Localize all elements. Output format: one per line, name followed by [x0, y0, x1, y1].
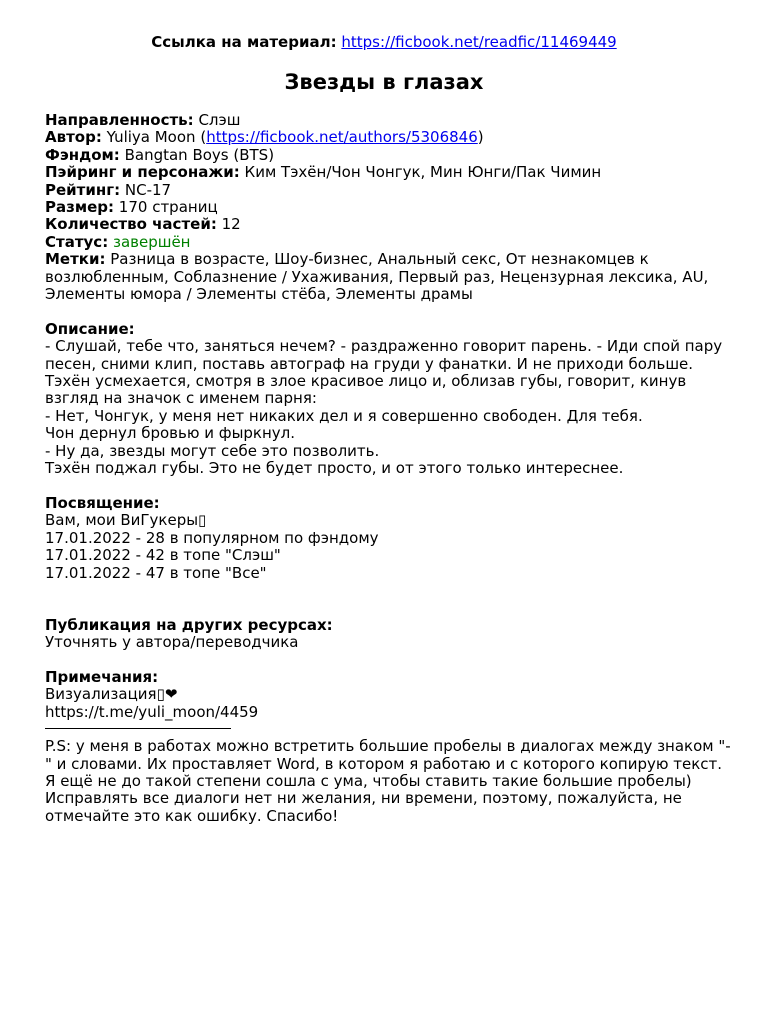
notes-ps: P.S: у меня в работах можно встретить большие пробелы в диалогах между знаком "-" и словами. Их проставляет Word, в котором я работаю и с которого копирую текст. Я ещё не до такой степени сошла с ума, чтобы ставить такие большие пробелы) Исправлять все диалоги нет ни желания, ни времени, поэтому, пожалуйста, не отмечайте это как ошибку. Спасибо!	[45, 737, 731, 825]
description-line: - Слушай, тебе что, заняться нечем? - раздраженно говорит парень. - Иди спой пару песен, сними клип, поставь автограф на груди у фанатки. И не приходи больше.	[45, 337, 723, 373]
notes-link-line: https://t.me/yuli_moon/4459	[45, 702, 259, 721]
source-link[interactable]: https://ficbook.net/readfic/11469449	[341, 33, 617, 51]
dedication-line: 17.01.2022 - 47 в топе "Все"	[45, 563, 267, 582]
notes-separator	[45, 721, 231, 729]
dedication-line: 17.01.2022 - 28 в популярном по фэндому	[45, 528, 379, 547]
meta-direction	[45, 112, 735, 129]
document-page	[45, 32, 735, 825]
meta-fandom	[45, 147, 735, 164]
meta-author: Автор: Yuliya Moon (https://ficbook.net/authors/5306846)	[45, 128, 484, 147]
parts-label: Количество частей:	[45, 215, 217, 234]
notes-label: Примечания:	[45, 667, 159, 686]
description-line: Чон дернул бровью и фыркнул.	[45, 424, 296, 443]
tags-label: Метки:	[45, 250, 106, 269]
publication-label: Публикация на других ресурсах:	[45, 615, 333, 634]
tags-value: Разница в возрасте, Шоу-бизнес, Анальный секс, От незнакомцев к возлюбленным, Соблазнение / Ухаживания, Первый раз, Нецензурная лексика, AU, Элементы юмора / Элементы стёба, Элементы драмы	[45, 250, 709, 304]
description-label: Описание:	[45, 319, 135, 338]
dedication-line: 17.01.2022 - 42 в топе "Слэш"	[45, 546, 281, 565]
publication-section	[45, 617, 735, 652]
page-title: Звезды в глазах	[284, 70, 484, 94]
description-line: - Ну да, звезды могут себе это позволить.	[45, 441, 380, 460]
dedication-line: Вам, мои ВиГукеры▯	[45, 511, 207, 530]
meta-tags	[45, 251, 735, 303]
description-line: Тэхён усмехается, смотря в злое красивое лицо и, облизав губы, говорит, кинув взгляд на значок с именем парня:	[45, 372, 687, 408]
status-label: Статус:	[45, 232, 109, 251]
pairing-value: Ким Тэхён/Чон Чонгук, Мин Юнги/Пак Чимин	[244, 163, 602, 182]
meta-pairing	[45, 164, 735, 181]
author-link[interactable]: https://ficbook.net/authors/5306846	[206, 128, 478, 147]
status-value: завершён	[112, 232, 191, 251]
source-line	[0, 32, 768, 52]
dedication-section	[45, 495, 735, 582]
author-name: Yuliya Moon	[106, 128, 196, 147]
size-label: Размер:	[45, 198, 115, 217]
publication-value: Уточнять у автора/переводчика	[45, 633, 299, 652]
pairing-label: Пэйринг и персонажи:	[45, 163, 240, 182]
fandom-value: Bangtan Boys (BTS)	[124, 145, 275, 164]
source-label: Ссылка на материал:	[151, 33, 337, 51]
meta-status	[45, 234, 735, 251]
notes-section	[45, 669, 735, 825]
meta-size	[45, 199, 735, 216]
description-line: Тэхён поджал губы. Это не будет просто, и от этого только интереснее.	[45, 459, 624, 478]
meta-parts	[45, 216, 735, 233]
author-label: Автор:	[45, 128, 102, 147]
description-line: - Нет, Чонгук, у меня нет никаких дел и я совершенно свободен. Для тебя.	[45, 406, 643, 425]
meta-rating	[45, 182, 735, 199]
rating-label: Рейтинг:	[45, 180, 121, 199]
direction-label: Направленность:	[45, 111, 194, 129]
dedication-label: Посвящение:	[45, 493, 160, 512]
meta-block	[45, 112, 735, 303]
rating-value: NC-17	[124, 180, 172, 199]
fandom-label: Фэндом:	[45, 145, 120, 164]
description-section	[45, 321, 735, 478]
direction-value: Слэш	[198, 111, 241, 129]
parts-value: 12	[221, 215, 241, 234]
size-value: 170 страниц	[118, 198, 218, 217]
notes-visual-line: Визуализация▯❤	[45, 685, 178, 704]
